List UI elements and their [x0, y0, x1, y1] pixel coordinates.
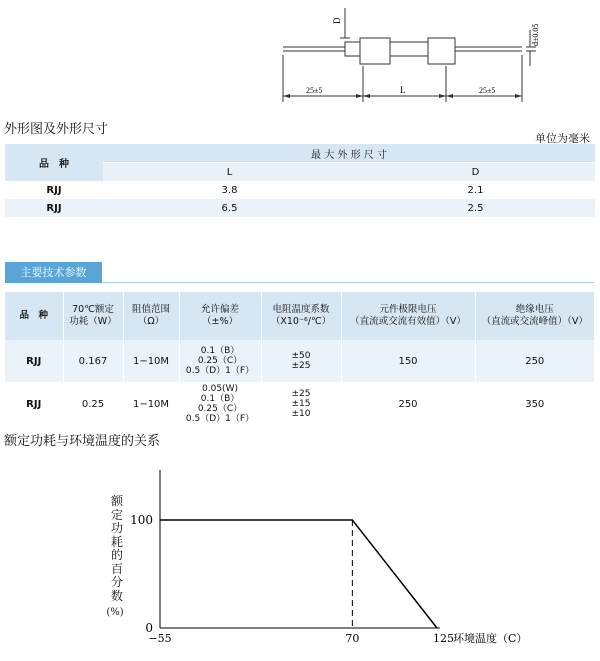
dim-d-label: d±0.05	[531, 23, 540, 46]
row-power: 0.25	[63, 382, 123, 426]
derating-curve	[160, 520, 437, 628]
row-limit-voltage: 150	[341, 340, 475, 382]
row-tolerance: 0.1（B） 0.25（C） 0.5（D）1（F）	[179, 340, 261, 382]
header-D: D	[356, 163, 595, 182]
header-range: 阻值范围 （Ω）	[123, 292, 179, 340]
header-insulation-voltage: 绝缘电压 （直流或交流峰值）（V）	[475, 292, 595, 340]
x-axis-label: 环境温度（C）	[453, 632, 528, 645]
row-L: 6.5	[221, 202, 238, 214]
header-tolerance: 允许偏差 （±%）	[179, 292, 261, 340]
row-D: 2.5	[467, 202, 484, 214]
header-variety: 品 种	[39, 159, 69, 170]
unit-label: 单位为毫米	[535, 132, 590, 145]
row-temp-coeff: ±25 ±15 ±10	[261, 382, 341, 426]
dim-L-label: L	[400, 85, 406, 95]
x-tick-label: 70	[345, 632, 360, 645]
row-range: 1−10M	[123, 340, 179, 382]
row-range: 1−10M	[123, 382, 179, 426]
row-temp-coeff: ±50 ±25	[261, 340, 341, 382]
section-derating-title: 额定功耗与环境温度的关系	[4, 434, 161, 449]
row-name: RJJ	[46, 184, 62, 196]
x-tick-label: −55	[148, 632, 172, 645]
row-name: RJJ	[46, 202, 62, 214]
row-name: RJJ	[5, 340, 63, 382]
section-badge-tech-params: 主要技术参数	[5, 262, 102, 283]
header-variety: 品 种	[5, 292, 63, 340]
row-power: 0.167	[63, 340, 123, 382]
row-limit-voltage: 250	[341, 382, 475, 426]
section-outline-title: 外形图及外形尺寸	[4, 122, 109, 137]
row-insulation-voltage: 250	[475, 340, 595, 382]
header-temp-coeff: 电阻温度系数 （X10⁻⁶/℃）	[261, 292, 341, 340]
header-L: L	[103, 163, 356, 182]
row-insulation-voltage: 350	[475, 382, 595, 426]
y-tick-label: 100	[130, 513, 153, 527]
row-L: 3.8	[221, 184, 238, 196]
dim-left-label: 25±5	[306, 86, 323, 95]
row-D: 2.1	[467, 184, 484, 196]
row-name: RJJ	[5, 382, 63, 426]
row-tolerance: 0.05(W) 0.1（B） 0.25（C） 0.5（D）1（F）	[179, 382, 261, 426]
header-max-dimension: 最 大 外 形 尺 寸	[311, 149, 387, 161]
dim-right-label: 25±5	[479, 86, 496, 95]
header-limit-voltage: 元件极限电压 （直流或交流有效值）（V）	[341, 292, 475, 340]
y-tick-label: 0	[145, 621, 153, 635]
y-axis-label: 额 定 功 耗 的 百 分 数 (%)	[106, 494, 124, 618]
dim-D-label: D	[332, 17, 342, 24]
x-tick-label: 125	[433, 632, 454, 645]
header-power: 70℃额定 功耗（W）	[63, 292, 123, 340]
